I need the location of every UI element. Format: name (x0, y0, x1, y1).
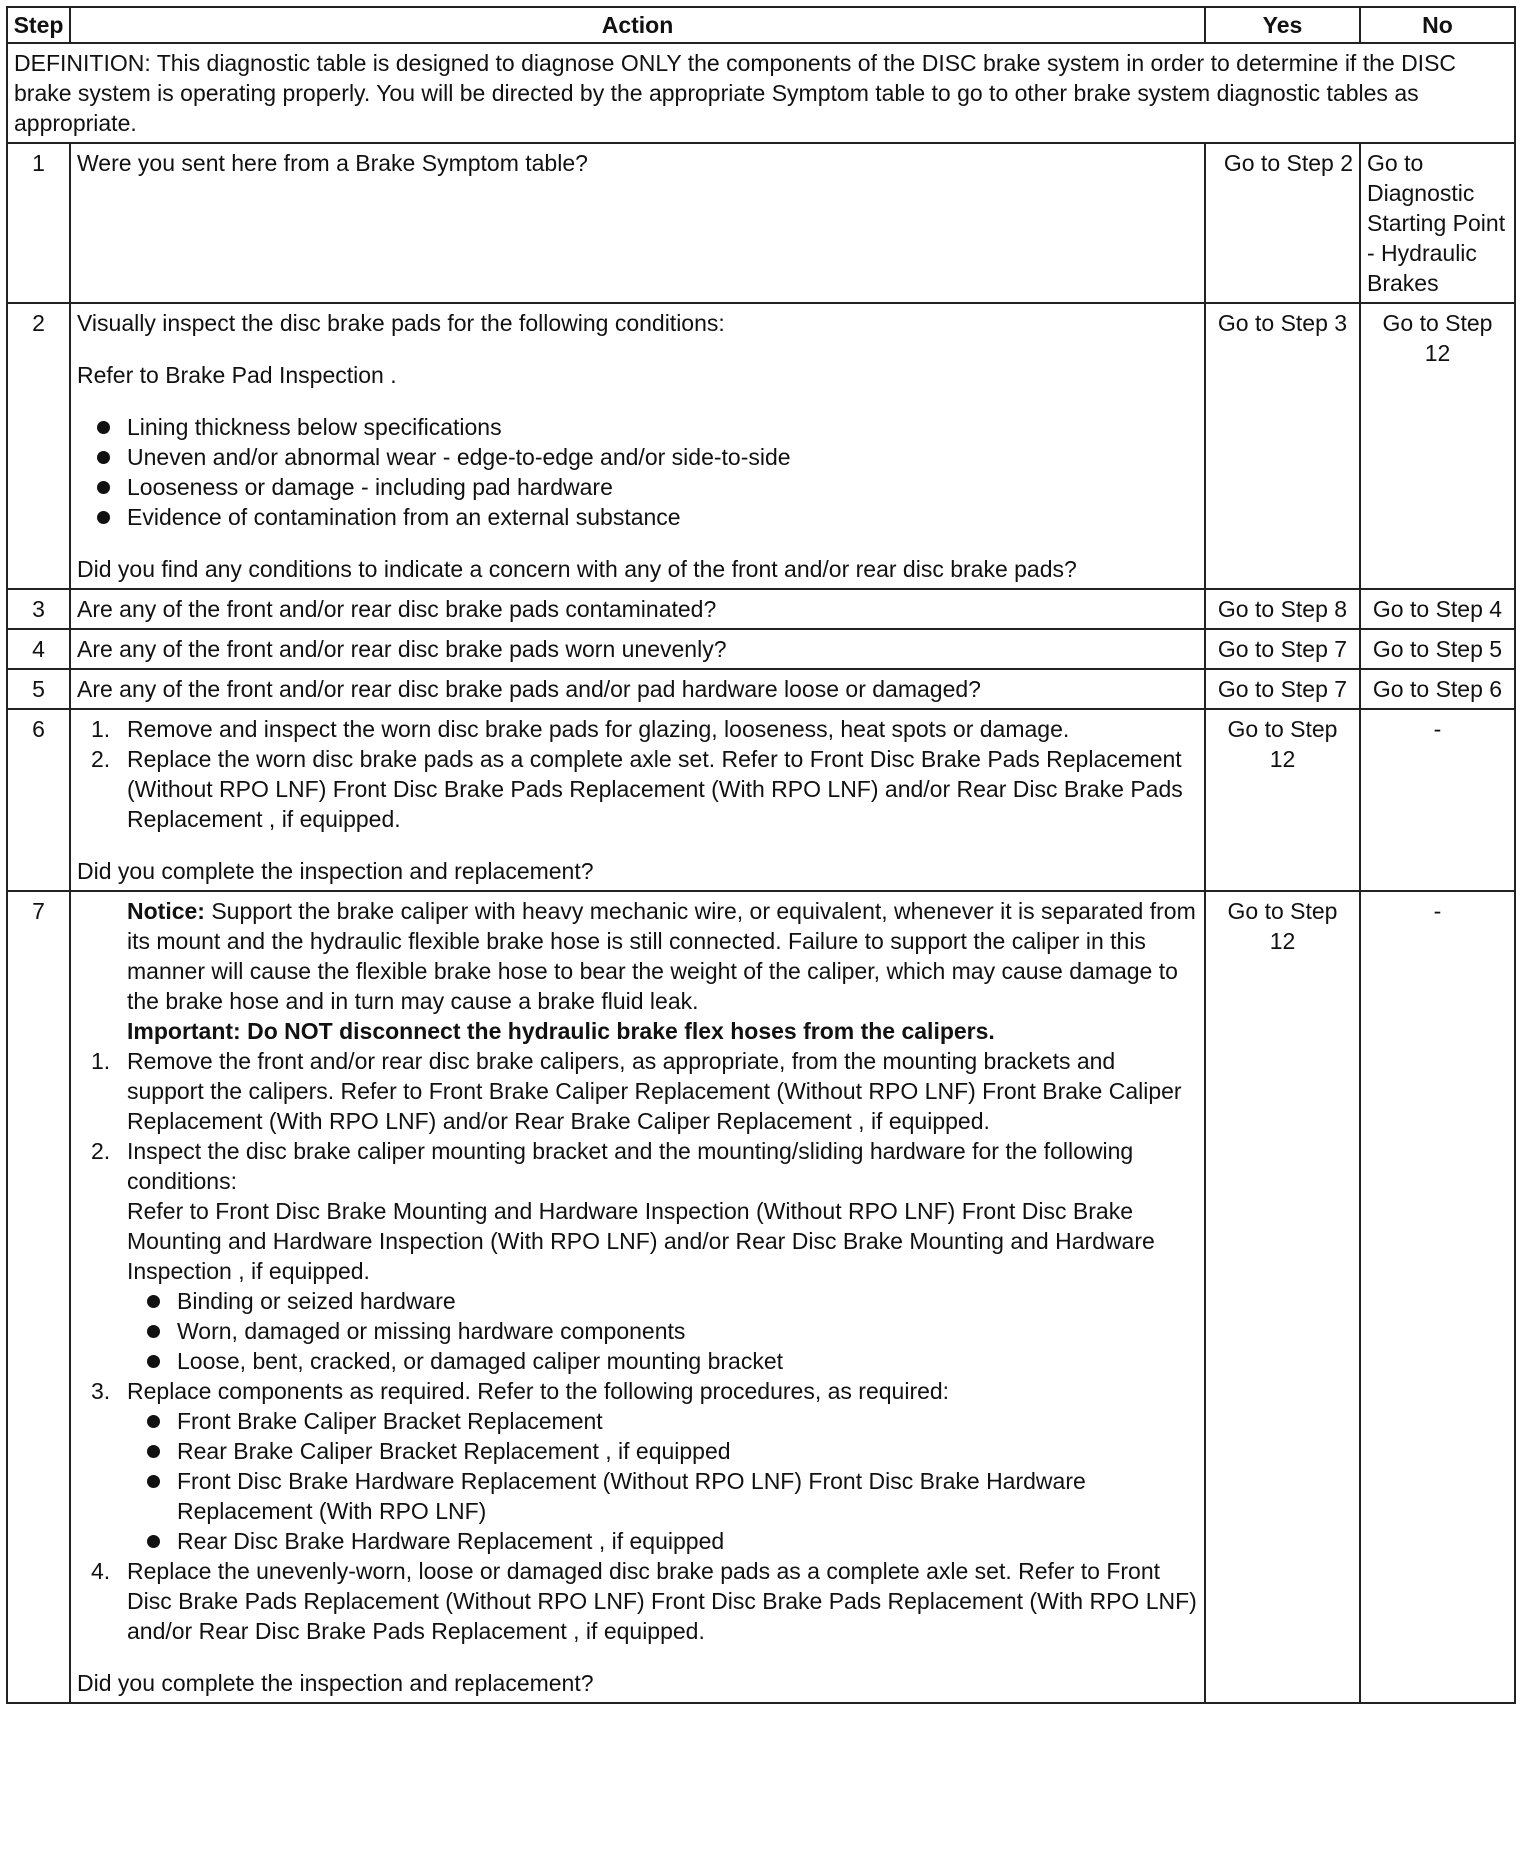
list-item: Looseness or damage - including pad hardware (77, 472, 1198, 502)
list-item (77, 1556, 1198, 1646)
important-label: Important: (127, 1018, 241, 1044)
table-row (7, 303, 1515, 589)
no-result: Go to Step 6 (1360, 669, 1515, 709)
important-body: Do NOT disconnect the hydraulic brake flex hoses from the calipers. (247, 1018, 995, 1044)
step-question: Are any of the front and/or rear disc brake pads contaminated? (70, 589, 1205, 629)
list-item: Lining thickness below specifications (77, 412, 1198, 442)
header-row (7, 7, 1515, 43)
list-item: Front Brake Caliper Bracket Replacement (77, 1406, 1198, 1436)
table-row (7, 589, 1515, 629)
yes-result: Go to Step 12 (1205, 891, 1360, 1703)
action-cell (70, 891, 1205, 1703)
diagnostic-table (6, 6, 1516, 1704)
step-number: 3 (7, 589, 70, 629)
item-number: 2. (91, 1138, 111, 1164)
step-number: 2 (7, 303, 70, 589)
list-item (77, 714, 1198, 744)
condition-list (77, 412, 1198, 532)
list-item (77, 1046, 1198, 1136)
yes-result: Go to Step 12 (1205, 709, 1360, 891)
item-text: Remove the front and/or rear disc brake calipers, as appropriate, from the mounting brackets and support the calipers. Refer to Front Brake Caliper Replacement (Without RPO LNF) Front Brake Caliper Replacement (With RPO LNF) and/or Rear Brake Caliper Replacement , if equipped. (127, 1048, 1182, 1134)
step-number: 6 (7, 709, 70, 891)
procedure-reference-list (77, 1406, 1198, 1556)
procedure-list (77, 1376, 1198, 1406)
item-refer: Refer to Front Disc Brake Mounting and Hardware Inspection (Without RPO LNF) Front Disc Brake Mounting and Hardware Inspection (With RPO LNF) and/or Rear Disc Brake Mounting and Hardware Inspection , if equipped. (127, 1198, 1155, 1284)
step-question: Did you complete the inspection and replacement? (77, 858, 594, 884)
list-item (77, 744, 1198, 834)
yes-result: Go to Step 3 (1205, 303, 1360, 589)
item-text: Remove and inspect the worn disc brake pads for glazing, looseness, heat spots or damage. (127, 716, 1070, 742)
list-item: Binding or seized hardware (77, 1286, 1198, 1316)
no-result: Go to Diagnostic Starting Point - Hydraulic Brakes (1360, 143, 1515, 303)
no-result: Go to Step 5 (1360, 629, 1515, 669)
step-refer: Refer to Brake Pad Inspection . (77, 362, 397, 388)
step-question: Are any of the front and/or rear disc brake pads worn unevenly? (70, 629, 1205, 669)
table-row (7, 709, 1515, 891)
item-number: 3. (91, 1378, 111, 1404)
list-item: Evidence of contamination from an external substance (77, 502, 1198, 532)
item-number: 4. (91, 1558, 111, 1584)
yes-result: Go to Step 7 (1205, 669, 1360, 709)
header-no: No (1360, 7, 1515, 43)
item-text: Replace the unevenly-worn, loose or damaged disc brake pads as a complete axle set. Refer to Front Disc Brake Pads Replacement (Without RPO LNF) Front Disc Brake Pads Replacement (With RPO LNF) and/or Rear Disc Brake Pads Replacement , if equipped. (127, 1558, 1197, 1644)
list-item (77, 1376, 1198, 1406)
yes-result: Go to Step 8 (1205, 589, 1360, 629)
item-text: Replace the worn disc brake pads as a complete axle set. Refer to Front Disc Brake Pads Replacement (Without RPO LNF) Front Disc Brake Pads Replacement (With RPO LNF) and/or Rear Disc Brake Pads Replacement , if equipped. (127, 746, 1183, 832)
item-text: Replace components as required. Refer to the following procedures, as required: (127, 1378, 950, 1404)
procedure-list (77, 714, 1198, 834)
definition-text: DEFINITION: This diagnostic table is designed to diagnose ONLY the components of the DISC brake system in order to determine if the DISC brake system is operating properly. You will be directed by the appropriate Symptom table to go to other brake system diagnostic tables as appropriate. (7, 43, 1515, 143)
notice-text (77, 896, 1198, 1016)
step-question: Did you find any conditions to indicate a concern with any of the front and/or rear disc brake pads? (77, 556, 1077, 582)
procedure-list (77, 1046, 1198, 1286)
item-number: 1. (91, 1048, 111, 1074)
step-number: 7 (7, 891, 70, 1703)
no-result: - (1360, 891, 1515, 1703)
step-number: 4 (7, 629, 70, 669)
procedure-list (77, 1556, 1198, 1646)
step-question: Were you sent here from a Brake Symptom table? (77, 150, 588, 176)
important-text (77, 1016, 1198, 1046)
header-step: Step (7, 7, 70, 43)
step-intro: Visually inspect the disc brake pads for the following conditions: (77, 310, 725, 336)
item-text: Inspect the disc brake caliper mounting bracket and the mounting/sliding hardware for the following conditions: (127, 1138, 1134, 1194)
yes-result: Go to Step 2 (1205, 143, 1360, 303)
list-item: Rear Brake Caliper Bracket Replacement , if equipped (77, 1436, 1198, 1466)
notice-label: Notice: (127, 898, 205, 924)
header-action: Action (70, 7, 1205, 43)
no-result: Go to Step 12 (1360, 303, 1515, 589)
header-yes: Yes (1205, 7, 1360, 43)
action-cell (70, 709, 1205, 891)
yes-result: Go to Step 7 (1205, 629, 1360, 669)
step-question: Did you complete the inspection and replacement? (77, 1670, 594, 1696)
step-number: 5 (7, 669, 70, 709)
list-item: Loose, bent, cracked, or damaged caliper mounting bracket (77, 1346, 1198, 1376)
item-number: 1. (91, 716, 111, 742)
action-cell (70, 303, 1205, 589)
notice-body: Support the brake caliper with heavy mechanic wire, or equivalent, whenever it is separated from its mount and the hydraulic flexible brake hose is still connected. Failure to support the caliper in this manner will cause the flexible brake hose to bear the weight of the caliper, which may cause damage to the brake hose and in turn may cause a brake fluid leak. (127, 898, 1196, 1014)
step-number: 1 (7, 143, 70, 303)
definition-row (7, 43, 1515, 143)
list-item: Uneven and/or abnormal wear - edge-to-edge and/or side-to-side (77, 442, 1198, 472)
table-row (7, 629, 1515, 669)
list-item: Rear Disc Brake Hardware Replacement , if equipped (77, 1526, 1198, 1556)
no-result: - (1360, 709, 1515, 891)
list-item (77, 1136, 1198, 1286)
table-row (7, 143, 1515, 303)
no-result: Go to Step 4 (1360, 589, 1515, 629)
list-item: Worn, damaged or missing hardware components (77, 1316, 1198, 1346)
table-row (7, 891, 1515, 1703)
diagnostic-table-container (6, 6, 1516, 1704)
table-row (7, 669, 1515, 709)
item-number: 2. (91, 746, 111, 772)
action-cell (70, 143, 1205, 303)
list-item: Front Disc Brake Hardware Replacement (Without RPO LNF) Front Disc Brake Hardware Replacement (With RPO LNF) (77, 1466, 1198, 1526)
condition-list (77, 1286, 1198, 1376)
step-question: Are any of the front and/or rear disc brake pads and/or pad hardware loose or damaged? (70, 669, 1205, 709)
